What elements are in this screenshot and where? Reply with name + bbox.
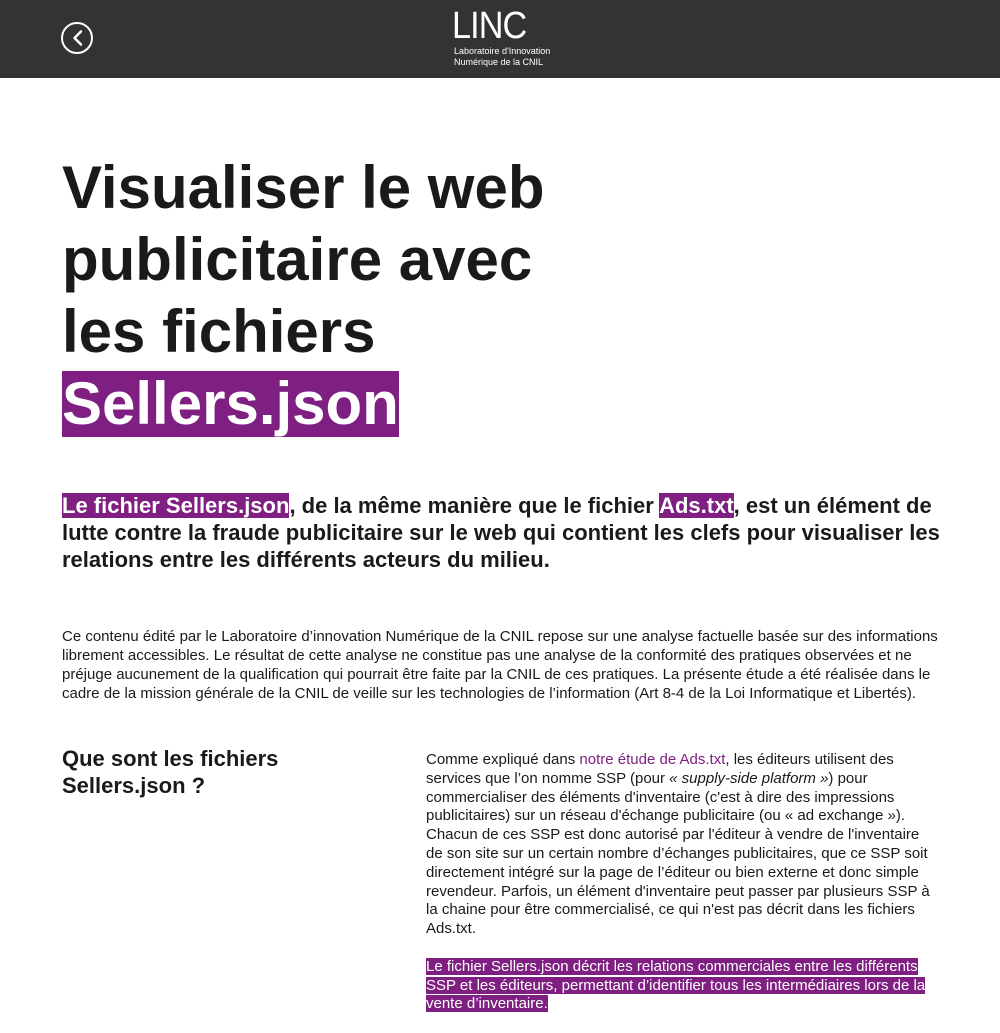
page-title-highlight: Sellers.json xyxy=(62,370,399,437)
p1-text-before: Comme expliqué dans xyxy=(426,751,580,768)
section-body xyxy=(426,751,936,1033)
page-title xyxy=(62,152,622,440)
lead-text-1: , de la même manière que le fichier xyxy=(289,493,660,518)
chevron-left-icon xyxy=(70,30,86,46)
logo-subtitle-line-2: Numérique de la CNIL xyxy=(454,57,544,67)
p1-emphasis: « supply-side platform » xyxy=(669,769,829,787)
section-paragraph-2 xyxy=(426,958,936,1014)
linc-logo[interactable] xyxy=(452,5,552,68)
adstxt-study-link[interactable]: notre étude de Ads.txt xyxy=(579,751,726,768)
lead-highlight-sellers: Le fichier Sellers.json xyxy=(62,493,290,518)
page-title-line-1: Visualiser le web xyxy=(62,154,545,221)
lead-highlight-adstxt: Ads.txt xyxy=(659,493,734,518)
back-button[interactable] xyxy=(61,22,93,54)
lead-text-2: , est un élément de lutte contre la fraude publicitaire sur le web qui contient les clefs pour visualiser les relations entre les différents acteurs du milieu. xyxy=(62,493,940,572)
p2-highlighted-text: Le fichier Sellers.json décrit les relations commerciales entre les différents SSP et les éditeurs, permettant d’identifier tous les intermédiaires lors de la vente d’inventaire. xyxy=(426,957,926,1013)
section-title: Que sont les fichiers Sellers.json ? xyxy=(62,746,279,798)
logo-subtitle-line-1: Laboratoire d'Innovation xyxy=(454,46,551,56)
logo-word: LINC xyxy=(452,5,527,47)
page-title-line-3: les fichiers xyxy=(62,298,376,365)
p1-text-after: ) pour commercialiser des éléments d'inventaire (c'est à dire des impressions publicitaires) sur un réseau d'échange publicitaire (ou « ad exchange »). Chacun de ces SSP est donc autorisé par l'éditeur à vendre de l'inventaire de son site sur un certain nombre d’échanges publicitaires, que ce SSP soit directement intégré sur la page de l’éditeur ou bien externe et donc simple revendeur. Parfois, un élément d'inventaire peut passer par plusieurs SSP à la chaine pour être commercialisé, ce qui n'est pas décrit dans les fichiers Ads.txt. xyxy=(426,769,930,938)
top-bar xyxy=(0,0,1000,78)
p1-text-mid: , les éditeurs utilisent des services que l’on nomme SSP (pour xyxy=(426,751,894,787)
lead-paragraph xyxy=(62,492,942,573)
page-title-line-2: publicitaire avec xyxy=(62,226,533,293)
disclaimer-paragraph: Ce contenu édité par le Laboratoire d’innovation Numérique de la CNIL repose sur une analyse factuelle basée sur des informations librement accessibles. Le résultat de cette analyse ne constitue pas une analyse de la conformité des pratiques observées et ne préjuge aucunement de la qualification qui pourrait être faite par la CNIL de ces pratiques. La présente étude a été réalisée dans le cadre de la mission générale de la CNIL de veille sur les technologies de l’information (Art 8-4 de la Loi Informatique et Libertés). xyxy=(62,628,938,702)
section-paragraph-1 xyxy=(426,751,936,939)
